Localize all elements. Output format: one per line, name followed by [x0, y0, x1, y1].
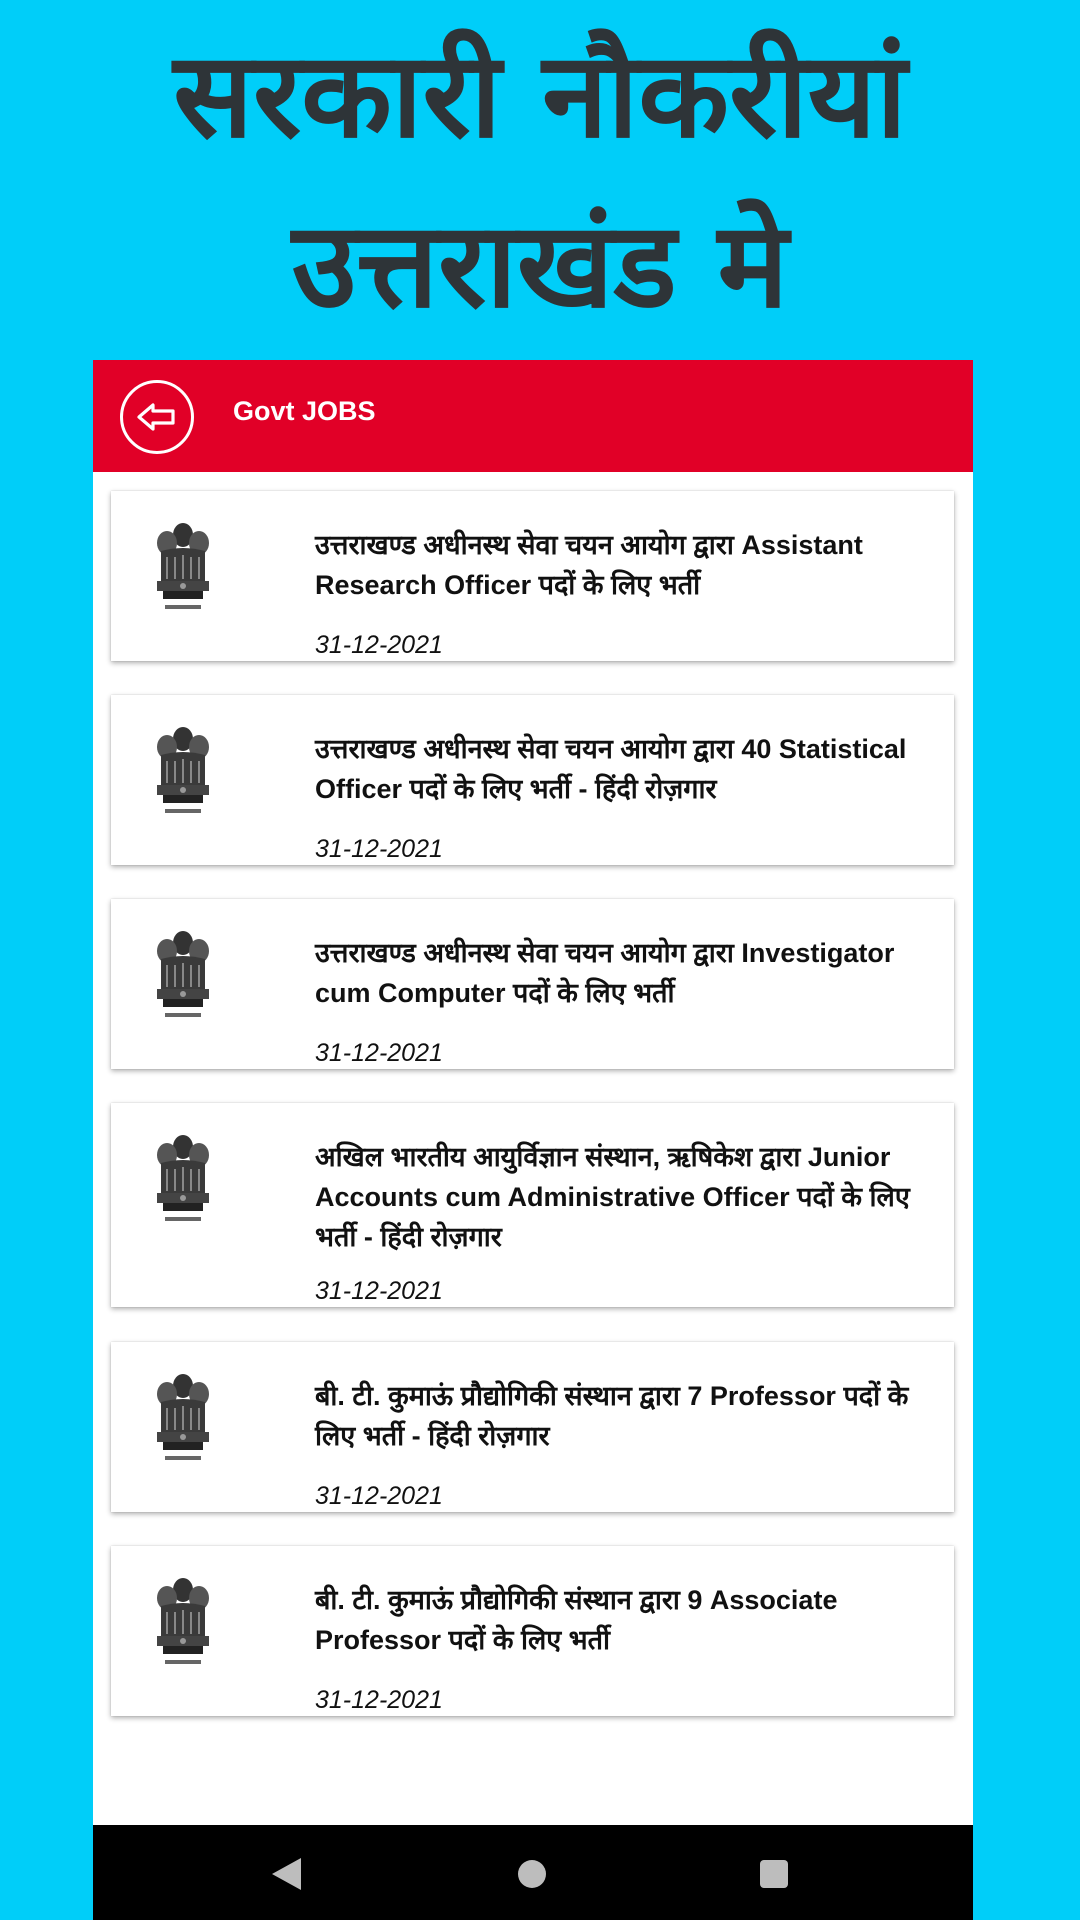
nav-back-icon[interactable] [268, 1855, 304, 1893]
national-emblem-icon [153, 721, 213, 821]
national-emblem-icon [153, 1572, 213, 1672]
national-emblem-icon [153, 517, 213, 617]
nav-recents-icon[interactable] [760, 1860, 788, 1888]
national-emblem-icon [153, 1129, 213, 1229]
national-emblem-icon [153, 1368, 213, 1468]
job-title: अखिल भारतीय आयुर्विज्ञान संस्थान, ऋषिकेश द्वारा Junior Accounts cum Administrative Officer पदों के लिए भर्ती - हिंदी रोज़गार [315, 1142, 910, 1252]
app-screen [93, 360, 973, 1920]
back-button[interactable] [120, 380, 194, 454]
job-card[interactable] [111, 1103, 954, 1307]
job-card[interactable] [111, 1546, 954, 1716]
job-card[interactable] [111, 491, 954, 661]
system-nav-bar [93, 1825, 973, 1920]
nav-home-icon[interactable] [518, 1860, 546, 1888]
job-date: 31-12-2021 [315, 631, 443, 659]
job-title: उत्तराखण्ड अधीनस्थ सेवा चयन आयोग द्वारा 40 Statistical Officer पदों के लिए भर्ती - हिंदी रोज़गार [315, 734, 907, 804]
job-card[interactable] [111, 695, 954, 865]
job-title: उत्तराखण्ड अधीनस्थ सेवा चयन आयोग द्वारा Assistant Research Officer पदों के लिए भर्ती [315, 530, 863, 600]
job-card[interactable] [111, 1342, 954, 1512]
job-date: 31-12-2021 [315, 1277, 443, 1305]
job-title: बी. टी. कुमाऊं प्रौद्योगिकी संस्थान द्वारा 9 Associate Professor पदों के लिए भर्ती [315, 1585, 838, 1655]
job-date: 31-12-2021 [315, 835, 443, 863]
job-card[interactable] [111, 899, 954, 1069]
national-emblem-icon [153, 925, 213, 1025]
banner-title [0, 0, 1080, 360]
job-date: 31-12-2021 [315, 1482, 443, 1510]
job-title: बी. टी. कुमाऊं प्रौद्योगिकी संस्थान द्वारा 7 Professor पदों के लिए भर्ती - हिंदी रोज़गार [315, 1381, 909, 1451]
job-date: 31-12-2021 [315, 1686, 443, 1714]
banner-line-2: उत्तराखंड मे [291, 196, 789, 334]
arrow-left-circle-icon [135, 400, 179, 434]
job-date: 31-12-2021 [315, 1039, 443, 1067]
banner-line-1: सरकारी नौकरीयां [173, 26, 907, 164]
job-title: उत्तराखण्ड अधीनस्थ सेवा चयन आयोग द्वारा Investigator cum Computer पदों के लिए भर्ती [315, 938, 895, 1008]
app-bar [93, 360, 973, 472]
app-bar-title: Govt JOBS [233, 396, 376, 426]
